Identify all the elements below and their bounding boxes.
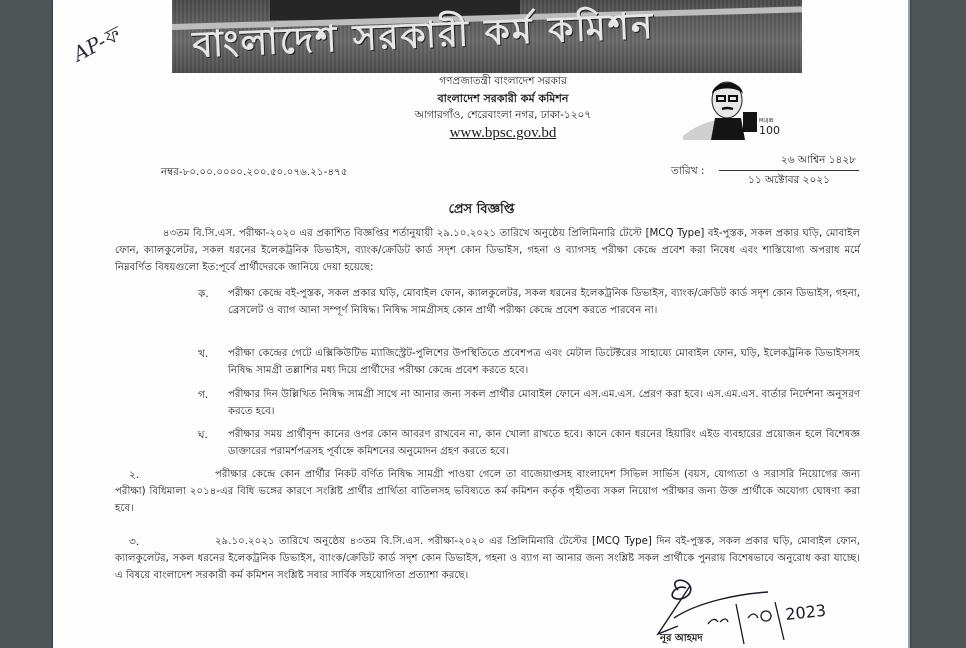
item-kha-text: পরীক্ষা কেন্দ্রের গেটে এক্সিকিউটিভ ম্যাজিস্ট্রেট-পুলিশের উপস্থিতিতে প্রবেশপত্র এবং মেটাল ডিটেক্টরের সাহায্যে মোবাইল ফোন, ঘড়ি, ইলেকট্রনিক ডিভাইসসহ নিষিদ্ধ সামগ্রী তল্লাশির মধ্য দিয়ে প্রার্থীদের পরীক্ষা কেন্দ্রে প্রবেশ করতে হবে।: [228, 348, 860, 376]
svg-text:2023: 2023: [784, 600, 827, 624]
intro-paragraph: ৪৩তম বি.সি.এস. পরীক্ষা-২০২০ এর প্রকাশিত বিজ্ঞপ্তির শর্তানুযায়ী ২৯.১০.২০২১ তারিখে অনুষ্ঠেয় প্রিলিমিনারি টেস্টে [MCQ Type] বই-পুস্তক, সকল প্রকার ঘড়ি, মোবাইল ফোন, ক্যালকুলেটর, সকল ধরনের ইলেকট্রনিক ডিভাইস, ব্যাংক/ক্রেডিট কার্ড সদৃশ কোন ডিভাইস, গহনা ও ব্যাগসহ পরীক্ষা কেন্দ্রে প্রবেশ করা নিষেধ এবং শাস্তিযোগ্য অপরাধ মর্মে নিম্নবর্ণিত বিষয়গুলো ইত:পূর্বে প্রার্থীদেরকে জানিয়ে দেয়া হয়েছে:: [115, 228, 860, 273]
document-page: [53, 0, 910, 648]
date-gregorian: ১১ অক্টোবর ২০২১: [748, 174, 830, 186]
item-marker-kha: খ.: [198, 348, 209, 360]
document-title: প্রেস বিজ্ঞপ্তি: [448, 202, 515, 217]
date-label: তারিখ :: [671, 165, 705, 177]
mujib-100-logo: [675, 78, 785, 140]
item-marker-gha: ঘ.: [198, 429, 208, 441]
letterhead: [353, 73, 653, 143]
page-edge: [908, 0, 910, 648]
date-divider: [719, 170, 859, 171]
logo-number: 100: [759, 124, 780, 137]
svg-text:MUJIB: MUJIB: [759, 118, 774, 124]
reference-number: নম্বর-৮০.০০.০০০০.২০০.৫০.০৭৬.২১-৪৭৫: [161, 167, 348, 178]
signer-name: নূর আহমদ: [660, 633, 703, 644]
organization-address: আগারগাঁও, শেরেবাংলা নগর, ঢাকা-১২০৭: [414, 109, 592, 121]
item-gha-text: পরীক্ষার সময় প্রার্থীবৃন্দ কানের ওপর কোন আবরণ রাখবেন না, কান খোলা রাখতে হবে। কানে কোন ধরনের হিয়ারিং এইড ব্যবহারের প্রয়োজন হলে বিশেষজ্ঞ ডাক্তারের পরামর্শপত্রসহ পূর্বাহ্নে কমিশনের অনুমোদন গ্রহণ করতে হবে।: [228, 429, 860, 457]
date-bengali: ২৬ আশ্বিন ১৪২৮: [780, 154, 856, 166]
item-ka-text: পরীক্ষা কেন্দ্রে বই-পুস্তক, সকল প্রকার ঘড়ি, মোবাইল ফোন, ক্যালকুলেটর, সকল ধরনের ইলেকট্রনিক ডিভাইস, ব্যাংক/ক্রেডিট কার্ড সদৃশ কোন ডিভাইস, গহনা, ব্রেসলেট ও ব্যাগ আনা সম্পূর্ণ নিষিদ্ধ। নিষিদ্ধ সামগ্রীসহ কোন প্রার্থী পরীক্ষা কেন্দ্রে প্রবেশ করতে পারবেন না।: [228, 288, 860, 316]
para-2-text: পরীক্ষার কেন্দ্রে কোন প্রার্থীর নিকট বর্ণিত নিষিদ্ধ সামগ্রী পাওয়া গেলে তা বাজেয়াপ্তসহ বাংলাদেশ সিভিল সার্ভিস (বয়স, যোগ্যতা ও সরাসরি নিয়োগের জন্য পরীক্ষা) বিধিমালা ২০১৪-এর বিধি ভঙ্গের কারণে সংশ্লিষ্ট প্রার্থীর প্রার্থিতা বাতিলসহ ভবিষ্যতে কর্ম কমিশন কর্তৃক গৃহীতব্য সকল নিয়োগ পরীক্ষার জন্য উক্ত প্রার্থীকে অযোগ্য ঘোষণা করা হবে।: [115, 469, 860, 514]
item-ga-text: পরীক্ষার দিন উল্লিখিত নিষিদ্ধ সামগ্রী সাথে না আনার জন্য সকল প্রার্থীর মোবাইল ফোনে এস.এম.এস. প্রেরণ করা হবে। এস.এম.এস. বার্তার নির্দেশনা অনুসরণ করতে হবে।: [228, 389, 860, 417]
para-3-marker: ৩.: [129, 536, 140, 548]
organization-name: বাংলাদেশ সরকারী কর্ম কমিশন: [437, 92, 569, 105]
website-link[interactable]: www.bpsc.gov.bd: [449, 125, 557, 141]
item-marker-ga: গ.: [198, 389, 209, 401]
header-banner-photo: [172, 0, 802, 73]
handwritten-annotation: AP-ফ: [69, 22, 123, 67]
para-3-text: ২৯.১০.২০২১ তারিখে অনুষ্ঠেয় ৪৩তম বি.সি.এস. পরীক্ষা-২০২০ এর প্রিলিমিনারি টেস্টের [MCQ Type] দিন বই-পুস্তক, সকল প্রকার ঘড়ি, মোবাইল ফোন, ক্যালকুলেটর, সকল ধরনের ইলেকট্রনিক ডিভাইস, ব্যাংক/ক্রেডিট কার্ড সদৃশ কোন ডিভাইস, গহনা ও ব্যাগ না আনার জন্য সংশ্লিষ্ট সকল প্রার্থীকে পুনরায় বিশেষভাবে অনুরোধ করা যাচ্ছে। এ বিষয়ে বাংলাদেশ সরকারী কর্ম কমিশন সংশ্লিষ্ট সবার সার্বিক সহযোগিতা প্রত্যাশা করছে।: [115, 536, 860, 581]
banner-text: বাংলাদেশ সরকারী কর্ম কমিশন: [191, 5, 656, 67]
government-name: গণপ্রজাতন্ত্রী বাংলাদেশ সরকার: [439, 75, 567, 87]
para-2-marker: ২.: [129, 469, 140, 481]
item-marker-ka: ক.: [198, 288, 209, 300]
portrait-icon: [675, 78, 785, 140]
